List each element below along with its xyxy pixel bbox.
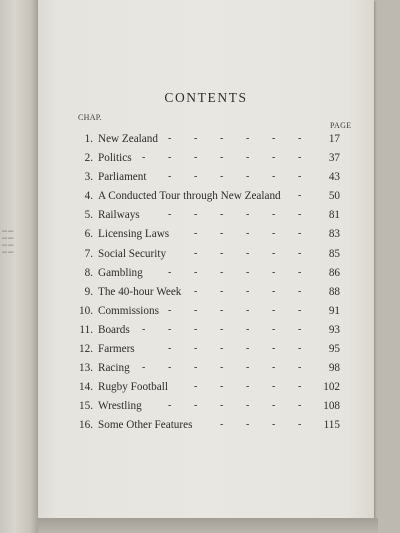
- leader-dash: -: [272, 285, 276, 297]
- chapter-title: Licensing Laws: [98, 228, 170, 241]
- leader-dash: -: [194, 133, 198, 144]
- chapter-number: 7.: [84, 247, 93, 260]
- contents-entry: [38, 131, 374, 150]
- contents-entry: [38, 265, 374, 284]
- contents-entry: [38, 398, 374, 417]
- leader-dash: -: [246, 400, 250, 412]
- page-number: 95: [328, 343, 340, 356]
- leader-dash: -: [298, 304, 302, 316]
- chapter-number: 8.: [84, 266, 93, 279]
- contents-list: [38, 131, 374, 437]
- page-number: 43: [328, 171, 340, 184]
- contents-heading: CONTENTS: [164, 90, 248, 105]
- leader-dash: -: [272, 362, 276, 374]
- chapter-column-header: CHAP.: [78, 113, 102, 122]
- leader-dash: -: [194, 247, 198, 259]
- page-number: 102: [323, 381, 340, 394]
- leader-dash: -: [272, 228, 276, 240]
- chapter-title: Some Other Features: [98, 419, 193, 432]
- page-number: 86: [328, 266, 340, 279]
- leader-dash: -: [220, 152, 224, 164]
- leader-dash: -: [194, 285, 198, 297]
- leader-dash: -: [298, 362, 302, 374]
- leader-dash: -: [272, 171, 276, 183]
- page-number: 50: [328, 190, 340, 203]
- leader-dash: -: [220, 285, 224, 297]
- contents-entry: [38, 360, 374, 379]
- leader-dash: -: [298, 381, 302, 393]
- leader-dash: -: [220, 323, 224, 335]
- leader-dash: -: [246, 133, 250, 144]
- contents-entry: [38, 169, 374, 188]
- leader-dash: -: [194, 400, 198, 412]
- leader-dash: -: [168, 304, 172, 316]
- leader-dash: -: [194, 381, 198, 393]
- leader-dash: -: [298, 190, 302, 202]
- leader-dash: -: [194, 266, 198, 278]
- leader-dash: -: [246, 285, 250, 297]
- chapter-number: 5.: [84, 209, 93, 222]
- leader-dash: -: [272, 323, 276, 335]
- leader-dash: -: [194, 171, 198, 183]
- leader-dash: -: [220, 362, 224, 374]
- chapter-number: 4.: [84, 190, 93, 203]
- leader-dash: -: [246, 247, 250, 259]
- leader-dash: -: [194, 152, 198, 164]
- page-number: 83: [328, 228, 340, 241]
- leader-dash: -: [142, 323, 146, 335]
- leader-dash: -: [298, 133, 302, 144]
- leader-dash: -: [246, 381, 250, 393]
- leader-dash: -: [246, 228, 250, 240]
- leader-dash: -: [272, 304, 276, 316]
- leader-dash: -: [220, 343, 224, 355]
- leader-dash: -: [246, 323, 250, 335]
- leader-dash: -: [220, 419, 224, 431]
- leader-dash: -: [220, 171, 224, 183]
- page-number: 81: [328, 209, 340, 222]
- leader-dash: -: [298, 152, 302, 164]
- leader-dash: -: [168, 266, 172, 278]
- page-column-header: PAGE: [330, 121, 352, 130]
- chapter-number: 2.: [84, 152, 93, 165]
- leader-dash: -: [298, 228, 302, 240]
- contents-entry: [38, 150, 374, 169]
- chapter-title: Commissions: [98, 304, 159, 317]
- book-page: [38, 0, 374, 518]
- leader-dash: -: [220, 228, 224, 240]
- leader-dash: -: [194, 228, 198, 240]
- contents-entry: [38, 417, 374, 436]
- leader-dash: -: [272, 381, 276, 393]
- bleed-through-text: ▬ ▬ ▬ ▬ ▬ ▬ ▬ ▬: [2, 229, 14, 255]
- chapter-title: Social Security: [98, 247, 167, 260]
- leader-dash: -: [168, 362, 172, 374]
- leader-dash: -: [220, 209, 224, 221]
- leader-dash: -: [220, 400, 224, 412]
- page-number: 98: [328, 362, 340, 375]
- leader-dash: -: [168, 209, 172, 221]
- leader-dash: -: [220, 304, 224, 316]
- chapter-title: Wrestling: [98, 400, 142, 413]
- leader-dash: -: [246, 171, 250, 183]
- page-number: 115: [323, 419, 340, 432]
- chapter-title: A Conducted Tour through New Zealand: [98, 190, 281, 203]
- chapter-number: 11.: [79, 323, 93, 336]
- chapter-title: New Zealand: [98, 133, 158, 145]
- page-number: 85: [328, 247, 340, 260]
- contents-entry: [38, 379, 374, 398]
- chapter-number: 10.: [79, 304, 93, 317]
- chapter-number: 14.: [79, 381, 93, 394]
- leader-dash: -: [272, 343, 276, 355]
- chapter-title: Railways: [98, 209, 140, 222]
- leader-dash: -: [298, 323, 302, 335]
- chapter-number: 15.: [79, 400, 93, 413]
- page-number: 93: [328, 323, 340, 336]
- leader-dash: -: [298, 419, 302, 431]
- chapter-title: The 40-hour Week: [98, 285, 182, 298]
- contents-entry: [38, 188, 374, 207]
- table-surface: [38, 518, 378, 533]
- leader-dash: -: [168, 400, 172, 412]
- leader-dash: -: [194, 343, 198, 355]
- chapter-title: Politics: [98, 152, 132, 165]
- page-number: 91: [328, 304, 340, 317]
- leader-dash: -: [168, 171, 172, 183]
- leader-dash: -: [298, 247, 302, 259]
- leader-dash: -: [194, 323, 198, 335]
- page-number: 88: [328, 285, 340, 298]
- leader-dash: -: [220, 247, 224, 259]
- chapter-number: 16.: [79, 419, 93, 432]
- leader-dash: -: [272, 419, 276, 431]
- chapter-number: 6.: [84, 228, 93, 241]
- chapter-number: 9.: [84, 285, 93, 298]
- leader-dash: -: [168, 133, 172, 144]
- adjacent-page-edge: [0, 0, 38, 533]
- contents-entry: [38, 207, 374, 226]
- leader-dash: -: [298, 266, 302, 278]
- leader-dash: -: [220, 133, 224, 144]
- contents-entry: [38, 322, 374, 341]
- leader-dash: -: [246, 362, 250, 374]
- leader-dash: -: [194, 209, 198, 221]
- leader-dash: -: [246, 152, 250, 164]
- chapter-title: Farmers: [98, 343, 135, 356]
- chapter-title: Parliament: [98, 171, 147, 184]
- chapter-title: Racing: [98, 362, 130, 375]
- chapter-number: 13.: [79, 362, 93, 375]
- leader-dash: -: [272, 209, 276, 221]
- chapter-number: 3.: [84, 171, 93, 184]
- contents-entry: [38, 303, 374, 322]
- page-number: 108: [323, 400, 340, 413]
- leader-dash: -: [246, 343, 250, 355]
- leader-dash: -: [272, 400, 276, 412]
- chapter-title: Gambling: [98, 266, 143, 279]
- contents-entry: [38, 341, 374, 360]
- leader-dash: -: [194, 362, 198, 374]
- leader-dash: -: [298, 343, 302, 355]
- leader-dash: -: [298, 400, 302, 412]
- contents-entry: [38, 226, 374, 245]
- leader-dash: -: [220, 266, 224, 278]
- leader-dash: -: [298, 285, 302, 297]
- leader-dash: -: [194, 304, 198, 316]
- contents-entry: [38, 246, 374, 265]
- page-number: 37: [328, 152, 340, 165]
- leader-dash: -: [246, 304, 250, 316]
- leader-dash: -: [272, 266, 276, 278]
- leader-dash: -: [168, 343, 172, 355]
- contents-entry: [38, 284, 374, 303]
- leader-dash: -: [220, 381, 224, 393]
- leader-dash: -: [246, 419, 250, 431]
- leader-dash: -: [272, 247, 276, 259]
- chapter-number: 1.: [84, 133, 93, 145]
- leader-dash: -: [168, 323, 172, 335]
- page-number: 17: [328, 133, 340, 145]
- chapter-title: Boards: [98, 323, 130, 336]
- leader-dash: -: [168, 152, 172, 164]
- leader-dash: -: [272, 152, 276, 164]
- leader-dash: -: [142, 152, 146, 164]
- leader-dash: -: [298, 171, 302, 183]
- leader-dash: -: [298, 209, 302, 221]
- leader-dash: -: [272, 133, 276, 144]
- leader-dash: -: [142, 362, 146, 374]
- leader-dash: -: [246, 266, 250, 278]
- leader-dash: -: [246, 209, 250, 221]
- chapter-title: Rugby Football: [98, 381, 168, 394]
- chapter-number: 12.: [79, 343, 93, 356]
